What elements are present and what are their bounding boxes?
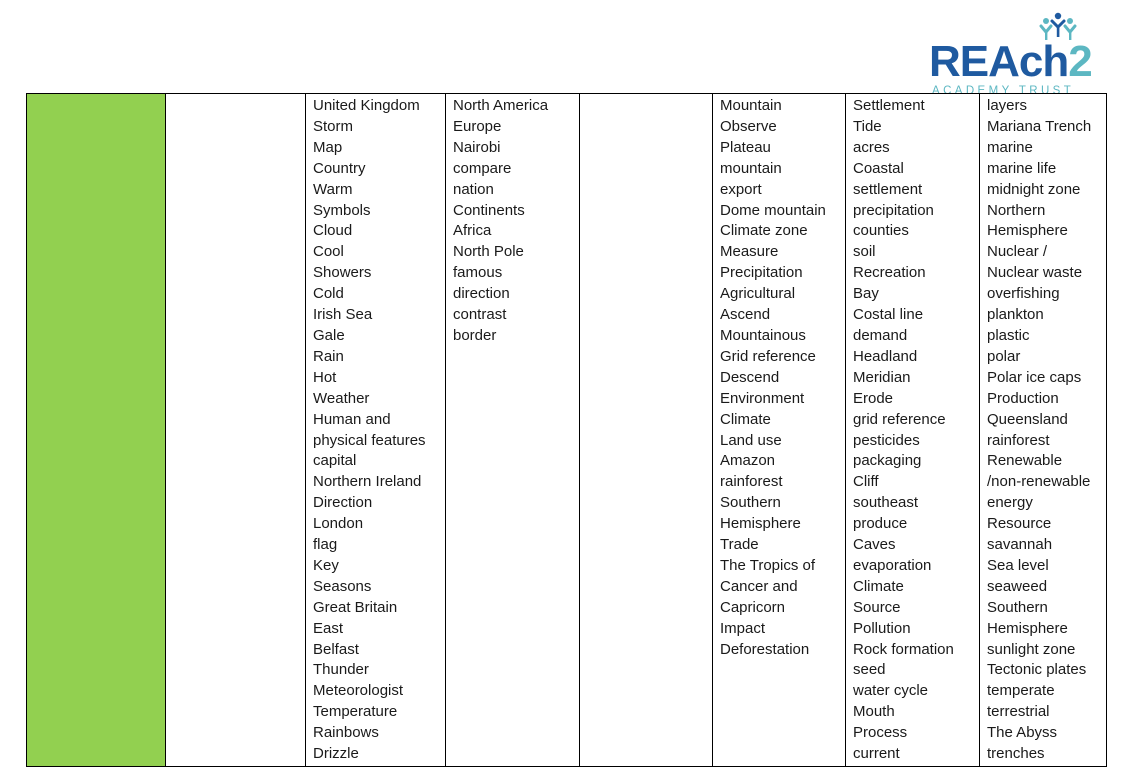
vocab-word: Settlement — [853, 97, 925, 114]
vocab-word: plankton — [987, 306, 1044, 324]
vocab-word: pesticides — [853, 431, 920, 449]
vocab-word: The Abyss — [987, 724, 1058, 742]
vocab-word: seaweed — [987, 577, 1048, 595]
vocab-word: physical features — [313, 431, 426, 449]
vocab-word: Rainbows — [313, 724, 379, 742]
vocab-word: Showers — [313, 264, 372, 282]
vocab-word: marine life — [987, 159, 1057, 177]
vocab-word: Mouth — [853, 703, 895, 721]
vocab-word: Country — [313, 159, 366, 177]
vocab-word: Erode — [853, 389, 894, 407]
vocab-word: energy — [987, 494, 1033, 512]
vocab-word: settlement — [853, 180, 923, 198]
vocab-word: Northern Ireland — [313, 473, 422, 491]
vocab-word: Process — [853, 724, 908, 742]
vocab-word: direction — [453, 285, 510, 303]
vocab-word: Ascend — [720, 306, 771, 324]
vocab-word: Belfast — [313, 640, 359, 658]
vocab-word: export — [720, 180, 762, 198]
vocab-word: Impact — [720, 619, 766, 637]
table-row — [27, 94, 1107, 767]
vocab-word: Direction — [313, 494, 373, 512]
vocab-word: Key — [313, 556, 339, 574]
vocab-word: Europe — [453, 117, 502, 135]
vocab-word: North Pole — [453, 243, 524, 261]
vocab-word: Headland — [853, 347, 918, 365]
vocab-word: Hemisphere — [987, 222, 1068, 240]
vocab-word: rainforest — [720, 473, 783, 491]
vocab-word: Rain — [313, 347, 344, 365]
vocab-word: Cool — [313, 243, 344, 261]
vocab-word: produce — [853, 515, 908, 533]
table-cell — [166, 94, 306, 767]
reach2-logo — [926, 12, 1116, 97]
logo-wordmark: REAch2 — [929, 37, 1092, 86]
vocab-word: Temperature — [313, 703, 398, 721]
vocab-word: layers — [987, 97, 1028, 114]
vocab-word: Meteorologist — [313, 682, 404, 700]
vocab-word: trenches — [987, 745, 1045, 763]
vocab-word: Great Britain — [313, 598, 398, 616]
vocab-word: acres — [853, 138, 890, 156]
vocab-word: Northern — [987, 201, 1046, 219]
vocab-word: temperate — [987, 682, 1055, 700]
vocab-word: Coastal — [853, 159, 904, 177]
vocab-word: savannah — [987, 536, 1053, 554]
vocab-word: North America — [453, 97, 549, 114]
vocab-word: Sea level — [987, 556, 1049, 574]
vocab-word: Mountainous — [720, 326, 806, 344]
vocab-word: Rock formation — [853, 640, 954, 658]
vocab-word: Human and — [313, 410, 391, 428]
vocab-word: border — [453, 326, 497, 344]
vocab-word: southeast — [853, 494, 919, 512]
vocab-word: sunlight zone — [987, 640, 1076, 658]
vocab-word: nation — [453, 180, 494, 198]
vocab-word: Meridian — [853, 368, 911, 386]
vocabulary-table — [26, 93, 1107, 767]
vocab-word: Production — [987, 389, 1059, 407]
vocab-word: polar — [987, 347, 1021, 365]
vocab-word: Costal line — [853, 306, 924, 324]
vocab-word: seed — [853, 661, 886, 679]
vocab-word: London — [313, 515, 364, 533]
vocab-word: precipitation — [853, 201, 934, 219]
vocab-word: Nuclear waste — [987, 264, 1083, 282]
vocab-word: Agricultural — [720, 285, 796, 303]
vocab-word: Warm — [313, 180, 353, 198]
vocab-word: Africa — [453, 222, 492, 240]
vocab-word: Gale — [313, 326, 345, 344]
table-cell — [580, 94, 713, 767]
vocab-word: Southern — [987, 598, 1048, 616]
vocab-word: packaging — [853, 452, 922, 470]
vocab-word: Irish Sea — [313, 306, 373, 324]
vocab-word: Deforestation — [720, 640, 810, 658]
vocab-word: Mountain — [720, 97, 782, 114]
vocab-word: Dome mountain — [720, 201, 826, 219]
vocab-word: Queensland — [987, 410, 1068, 428]
vocab-word: Caves — [853, 536, 896, 554]
vocab-word: Polar ice caps — [987, 368, 1082, 386]
vocab-word: Environment — [720, 389, 805, 407]
table-cell — [846, 94, 980, 767]
vocab-word: Recreation — [853, 264, 926, 282]
vocab-word: rainforest — [987, 431, 1050, 449]
vocab-word: Land use — [720, 431, 782, 449]
vocab-word: Climate zone — [720, 222, 808, 240]
vocab-word: Seasons — [313, 577, 372, 595]
vocab-word: demand — [853, 326, 908, 344]
vocab-word: Weather — [313, 389, 370, 407]
vocab-word: Tide — [853, 117, 882, 135]
vocab-word: Bay — [853, 285, 879, 303]
vocab-word: Map — [313, 138, 343, 156]
vocab-word: Plateau — [720, 138, 771, 156]
vocab-word: Descend — [720, 368, 780, 386]
vocab-word: flag — [313, 536, 338, 554]
vocab-word: Source — [853, 598, 901, 616]
vocab-word: Thunder — [313, 661, 369, 679]
vocab-word: compare — [453, 159, 512, 177]
vocab-word: terrestrial — [987, 703, 1050, 721]
vocab-word: Mariana Trench — [987, 117, 1092, 135]
vocab-word: Observe — [720, 117, 777, 135]
vocab-word: contrast — [453, 306, 507, 324]
vocab-word: Trade — [720, 536, 759, 554]
vocab-word: Renewable — [987, 452, 1063, 470]
vocab-word: Climate — [853, 577, 904, 595]
vocab-word: Storm — [313, 117, 354, 135]
vocab-word: plastic — [987, 326, 1030, 344]
vocab-word: Resource — [987, 515, 1052, 533]
vocab-word: Hemisphere — [987, 619, 1068, 637]
table-cell — [980, 94, 1107, 767]
vocab-word: Capricorn — [720, 598, 786, 616]
table-cell — [446, 94, 580, 767]
vocab-word: mountain — [720, 159, 782, 177]
vocab-word: Nuclear / — [987, 243, 1048, 261]
vocab-word: famous — [453, 264, 503, 282]
vocab-word: Continents — [453, 201, 525, 219]
vocab-word: Amazon — [720, 452, 776, 470]
vocab-word: /non-renewable — [987, 473, 1091, 491]
logo-subtitle: ACADEMY TRUST — [932, 85, 1075, 97]
vocab-word: Hemisphere — [720, 515, 801, 533]
vocab-word: capital — [313, 452, 357, 470]
vocab-word: East — [313, 619, 344, 637]
vocab-word: water cycle — [853, 682, 929, 700]
vocab-word: Nairobi — [453, 138, 501, 156]
vocab-word: United Kingdom — [313, 97, 420, 114]
vocab-word: evaporation — [853, 556, 932, 574]
vocab-word: The Tropics of — [720, 556, 816, 574]
vocab-word: grid reference — [853, 410, 946, 428]
vocab-word: Cloud — [313, 222, 353, 240]
vocab-word: current — [853, 745, 900, 763]
vocab-word: Drizzle — [313, 745, 359, 763]
vocab-word: Cliff — [853, 473, 879, 491]
table-cell — [306, 94, 446, 767]
vocab-word: Southern — [720, 494, 781, 512]
vocab-word: soil — [853, 243, 876, 261]
vocab-word: midnight zone — [987, 180, 1081, 198]
vocab-word: Tectonic plates — [987, 661, 1087, 679]
vocab-word: Symbols — [313, 201, 371, 219]
vocab-word: counties — [853, 222, 909, 240]
table-cell — [713, 94, 846, 767]
vocab-word: Grid reference — [720, 347, 816, 365]
vocab-word: Cancer and — [720, 577, 798, 595]
vocab-word: Climate — [720, 410, 771, 428]
vocab-word: marine — [987, 138, 1033, 156]
vocab-word: Hot — [313, 368, 337, 386]
vocab-word: Pollution — [853, 619, 911, 637]
green-cell — [27, 94, 166, 767]
vocab-word: Cold — [313, 285, 344, 303]
vocab-word: overfishing — [987, 285, 1060, 303]
vocab-word: Precipitation — [720, 264, 803, 282]
vocab-word: Measure — [720, 243, 779, 261]
